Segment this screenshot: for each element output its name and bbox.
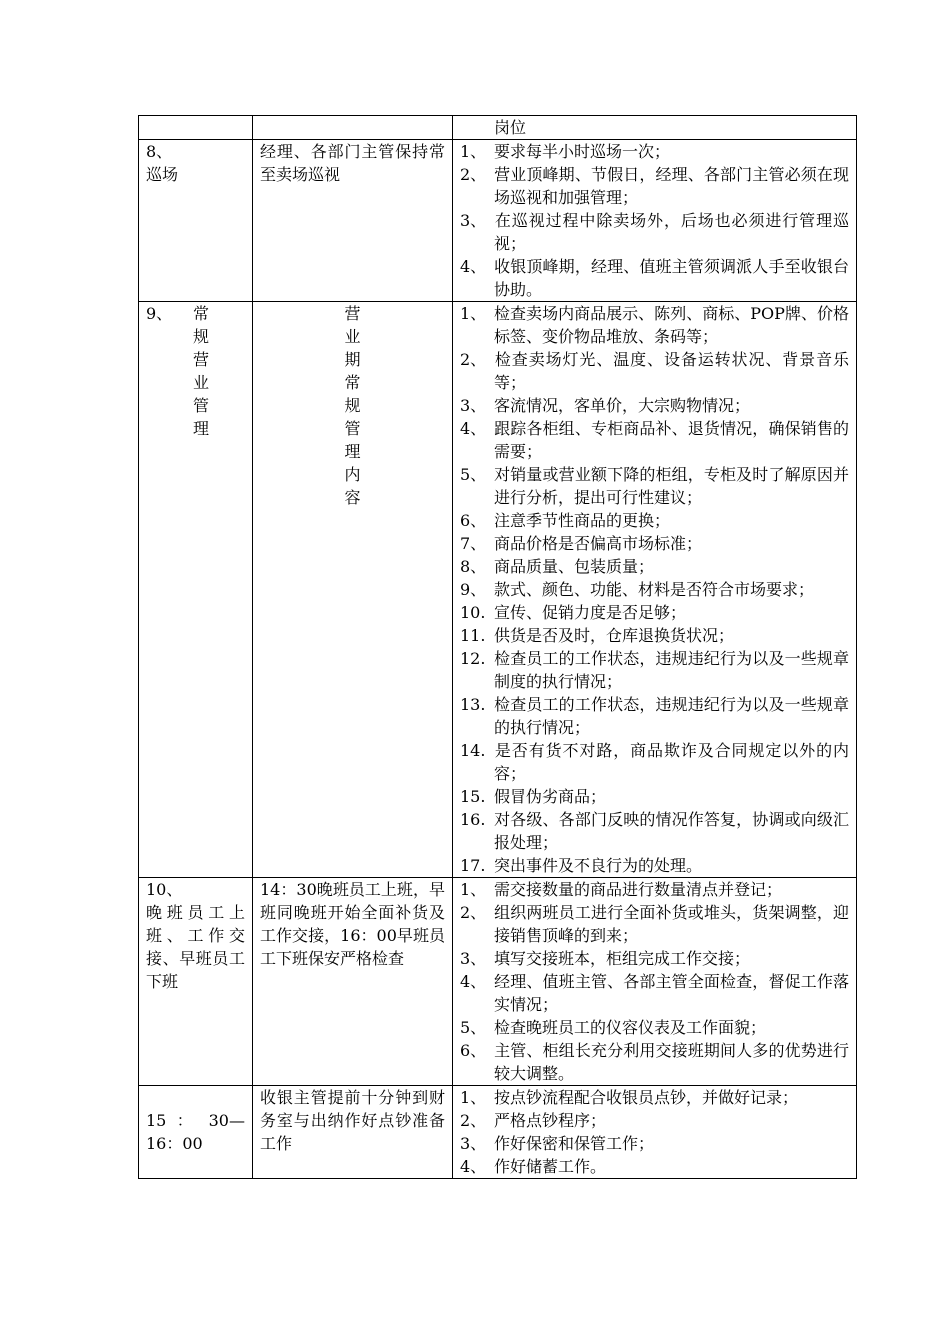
list-item bbox=[460, 163, 849, 209]
responsibility-cell bbox=[253, 116, 453, 140]
item-number: 3、 bbox=[460, 949, 487, 968]
step-char: 理 bbox=[193, 419, 210, 438]
item-number: 4、 bbox=[460, 419, 487, 438]
item-text: 按点钞流程配合收银员点钞，并做好记录； bbox=[494, 1088, 799, 1107]
list-item bbox=[460, 739, 849, 785]
responsibility-cell bbox=[253, 878, 453, 1086]
item-text: 注意季节性商品的更换； bbox=[494, 511, 671, 530]
responsibility-cell bbox=[253, 140, 453, 302]
step-char: 业 bbox=[193, 373, 210, 392]
list-item bbox=[460, 140, 849, 163]
item-number: 14. bbox=[460, 741, 486, 760]
content-cell bbox=[453, 116, 857, 140]
item-number: 4、 bbox=[460, 1157, 487, 1176]
list-item bbox=[460, 901, 849, 947]
item-text: 主管、柜组长充分利用交接班期间人多的优势进行较大调整。 bbox=[494, 1041, 849, 1083]
list-item bbox=[460, 209, 849, 255]
item-number: 16. bbox=[460, 810, 486, 829]
item-text: 款式、颜色、功能、材料是否符合市场要求； bbox=[494, 580, 815, 599]
responsibility-cell bbox=[253, 302, 453, 878]
item-number: 12. bbox=[460, 649, 486, 668]
item-number: 13. bbox=[460, 695, 486, 714]
step-vertical bbox=[146, 302, 245, 440]
item-number: 17. bbox=[460, 856, 486, 875]
procedure-table bbox=[138, 115, 857, 1179]
item-number: 9、 bbox=[460, 580, 487, 599]
responsibility-char: 期 bbox=[344, 350, 361, 369]
responsibility-cell bbox=[253, 1086, 453, 1179]
item-text: 对各级、各部门反映的情况作答复，协调或向级汇报处理； bbox=[494, 810, 849, 852]
list-item bbox=[460, 970, 849, 1016]
step-char: 常 bbox=[193, 304, 210, 323]
table-row bbox=[139, 1086, 857, 1179]
step-cell bbox=[139, 1086, 253, 1179]
responsibility-char: 内 bbox=[344, 465, 361, 484]
item-text: 要求每半小时巡场一次； bbox=[494, 142, 671, 161]
list-item bbox=[460, 394, 849, 417]
item-text: 客流情况，客单价，大宗购物情况； bbox=[494, 396, 751, 415]
item-text: 检查卖场灯光、温度、设备运转状况、背景音乐等； bbox=[494, 350, 849, 392]
item-text: 在巡视过程中除卖场外，后场也必须进行管理巡视； bbox=[494, 211, 849, 253]
table-body bbox=[139, 116, 857, 1179]
item-number: 6、 bbox=[460, 1041, 487, 1060]
item-text: 检查卖场内商品展示、陈列、商标、POP牌、价格标签、变价物品堆放、条码等； bbox=[494, 304, 849, 346]
item-number: 15. bbox=[460, 787, 486, 806]
responsibility-char: 管 bbox=[344, 419, 361, 438]
content-cell bbox=[453, 1086, 857, 1179]
responsibility-text: 14：30晚班员工上班，早班同晚班开始全面补货及工作交接，16：00早班员工下班保安严格检查 bbox=[260, 880, 445, 968]
list-item bbox=[460, 255, 849, 301]
content-list bbox=[460, 878, 849, 1085]
item-text: 检查员工的工作状态，违规违纪行为以及一些规章制度的执行情况； bbox=[494, 649, 849, 691]
responsibility-char: 业 bbox=[344, 327, 361, 346]
table-row bbox=[139, 302, 857, 878]
responsibility-text: 收银主管提前十分钟到财务室与出纳作好点钞准备工作 bbox=[260, 1088, 445, 1153]
list-item bbox=[460, 578, 849, 601]
item-number: 2、 bbox=[460, 903, 487, 922]
step-cell bbox=[139, 140, 253, 302]
item-text: 需交接数量的商品进行数量清点并登记； bbox=[494, 880, 783, 899]
list-item bbox=[460, 878, 849, 901]
list-item bbox=[460, 947, 849, 970]
item-text: 作好保密和保管工作； bbox=[494, 1134, 655, 1153]
responsibility-char: 常 bbox=[344, 373, 361, 392]
step-text: 晚班员工上班、工作交接、早班员工下班 bbox=[146, 903, 245, 991]
responsibility-char: 营 bbox=[344, 304, 361, 323]
list-item bbox=[460, 417, 849, 463]
table-row bbox=[139, 140, 857, 302]
item-number: 4、 bbox=[460, 972, 487, 991]
item-text: 供货是否及时，仓库退换货状况； bbox=[494, 626, 735, 645]
content-list bbox=[460, 1086, 849, 1178]
item-text: 填写交接班本，柜组完成工作交接； bbox=[494, 949, 751, 968]
item-number: 3、 bbox=[460, 211, 487, 230]
item-number: 8、 bbox=[460, 557, 487, 576]
list-item bbox=[460, 1132, 849, 1155]
item-number: 5、 bbox=[460, 1018, 487, 1037]
item-number: 3、 bbox=[460, 396, 487, 415]
item-number: 2、 bbox=[460, 165, 487, 184]
step-text: 15 ： 30—16：00 bbox=[146, 1111, 245, 1153]
item-number: 7、 bbox=[460, 534, 487, 553]
list-item bbox=[460, 601, 849, 624]
responsibility-char: 容 bbox=[344, 488, 361, 507]
step-cell bbox=[139, 878, 253, 1086]
responsibility-char: 理 bbox=[344, 442, 361, 461]
table-row bbox=[139, 878, 857, 1086]
list-item bbox=[460, 785, 849, 808]
item-number: 5、 bbox=[460, 465, 487, 484]
item-text: 跟踪各柜组、专柜商品补、退货情况，确保销售的需要； bbox=[494, 419, 849, 461]
item-number: 1、 bbox=[460, 1088, 487, 1107]
step-text: 8、 bbox=[146, 142, 173, 161]
list-item bbox=[460, 1086, 849, 1109]
step-char: 管 bbox=[193, 396, 210, 415]
list-item bbox=[460, 509, 849, 532]
step-vertical-title bbox=[193, 302, 209, 440]
item-text: 对销量或营业额下降的柜组，专柜及时了解原因并进行分析，提出可行性建议； bbox=[494, 465, 849, 507]
responsibility-char: 规 bbox=[344, 396, 361, 415]
list-item bbox=[460, 1016, 849, 1039]
item-text: 严格点钞程序； bbox=[494, 1111, 607, 1130]
item-text: 组织两班员工进行全面补货或堆头，货架调整，迎接销售顶峰的到来； bbox=[494, 903, 849, 945]
item-text: 假冒伪劣商品； bbox=[494, 787, 607, 806]
content-text: 岗位 bbox=[494, 118, 527, 137]
item-text: 检查晚班员工的仪容仪表及工作面貌； bbox=[494, 1018, 767, 1037]
step-number: 9、 bbox=[146, 304, 173, 323]
item-number: 11. bbox=[460, 626, 486, 645]
list-item bbox=[460, 854, 849, 877]
list-item bbox=[460, 532, 849, 555]
item-number: 1、 bbox=[460, 304, 487, 323]
item-text: 突出事件及不良行为的处理。 bbox=[494, 856, 703, 875]
list-item bbox=[460, 1109, 849, 1132]
item-number: 10. bbox=[460, 603, 486, 622]
item-text: 宣传、促销力度是否足够； bbox=[494, 603, 687, 622]
list-item bbox=[460, 348, 849, 394]
list-item bbox=[460, 555, 849, 578]
step-cell bbox=[139, 116, 253, 140]
item-number: 1、 bbox=[460, 142, 487, 161]
item-number: 2、 bbox=[460, 350, 487, 369]
step-text: 巡场 bbox=[146, 165, 179, 184]
item-number: 1、 bbox=[460, 880, 487, 899]
list-item bbox=[460, 1039, 849, 1085]
step-text: 10、 bbox=[146, 880, 183, 899]
content-list bbox=[460, 302, 849, 877]
content-cell bbox=[453, 140, 857, 302]
content-cell bbox=[453, 878, 857, 1086]
responsibility-text: 经理、各部门主管保持常至卖场巡视 bbox=[260, 142, 445, 184]
step-char: 规 bbox=[193, 327, 210, 346]
table-row bbox=[139, 116, 857, 140]
list-item bbox=[460, 624, 849, 647]
item-text: 作好储蓄工作。 bbox=[494, 1157, 607, 1176]
item-text: 检查员工的工作状态，违规违纪行为以及一些规章的执行情况； bbox=[494, 695, 849, 737]
item-text: 营业顶峰期、节假日，经理、各部门主管必须在现场巡视和加强管理； bbox=[494, 165, 849, 207]
item-number: 3、 bbox=[460, 1134, 487, 1153]
step-cell bbox=[139, 302, 253, 878]
responsibility-vertical bbox=[345, 302, 361, 509]
list-item bbox=[460, 693, 849, 739]
content-cell bbox=[453, 302, 857, 878]
item-text: 商品质量、包装质量； bbox=[494, 557, 655, 576]
item-text: 收银顶峰期，经理、值班主管须调派人手至收银台协助。 bbox=[494, 257, 849, 299]
item-text: 经理、值班主管、各部主管全面检查，督促工作落实情况； bbox=[494, 972, 849, 1014]
step-char: 营 bbox=[193, 350, 210, 369]
list-item bbox=[460, 647, 849, 693]
list-item bbox=[460, 1155, 849, 1178]
content-list bbox=[460, 140, 849, 301]
item-number: 4、 bbox=[460, 257, 487, 276]
item-number: 6、 bbox=[460, 511, 487, 530]
item-text: 是否有货不对路，商品欺诈及合同规定以外的内容； bbox=[494, 741, 849, 783]
item-text: 商品价格是否偏高市场标准； bbox=[494, 534, 703, 553]
list-item bbox=[460, 302, 849, 348]
list-item bbox=[460, 463, 849, 509]
item-number: 2、 bbox=[460, 1111, 487, 1130]
list-item bbox=[460, 808, 849, 854]
